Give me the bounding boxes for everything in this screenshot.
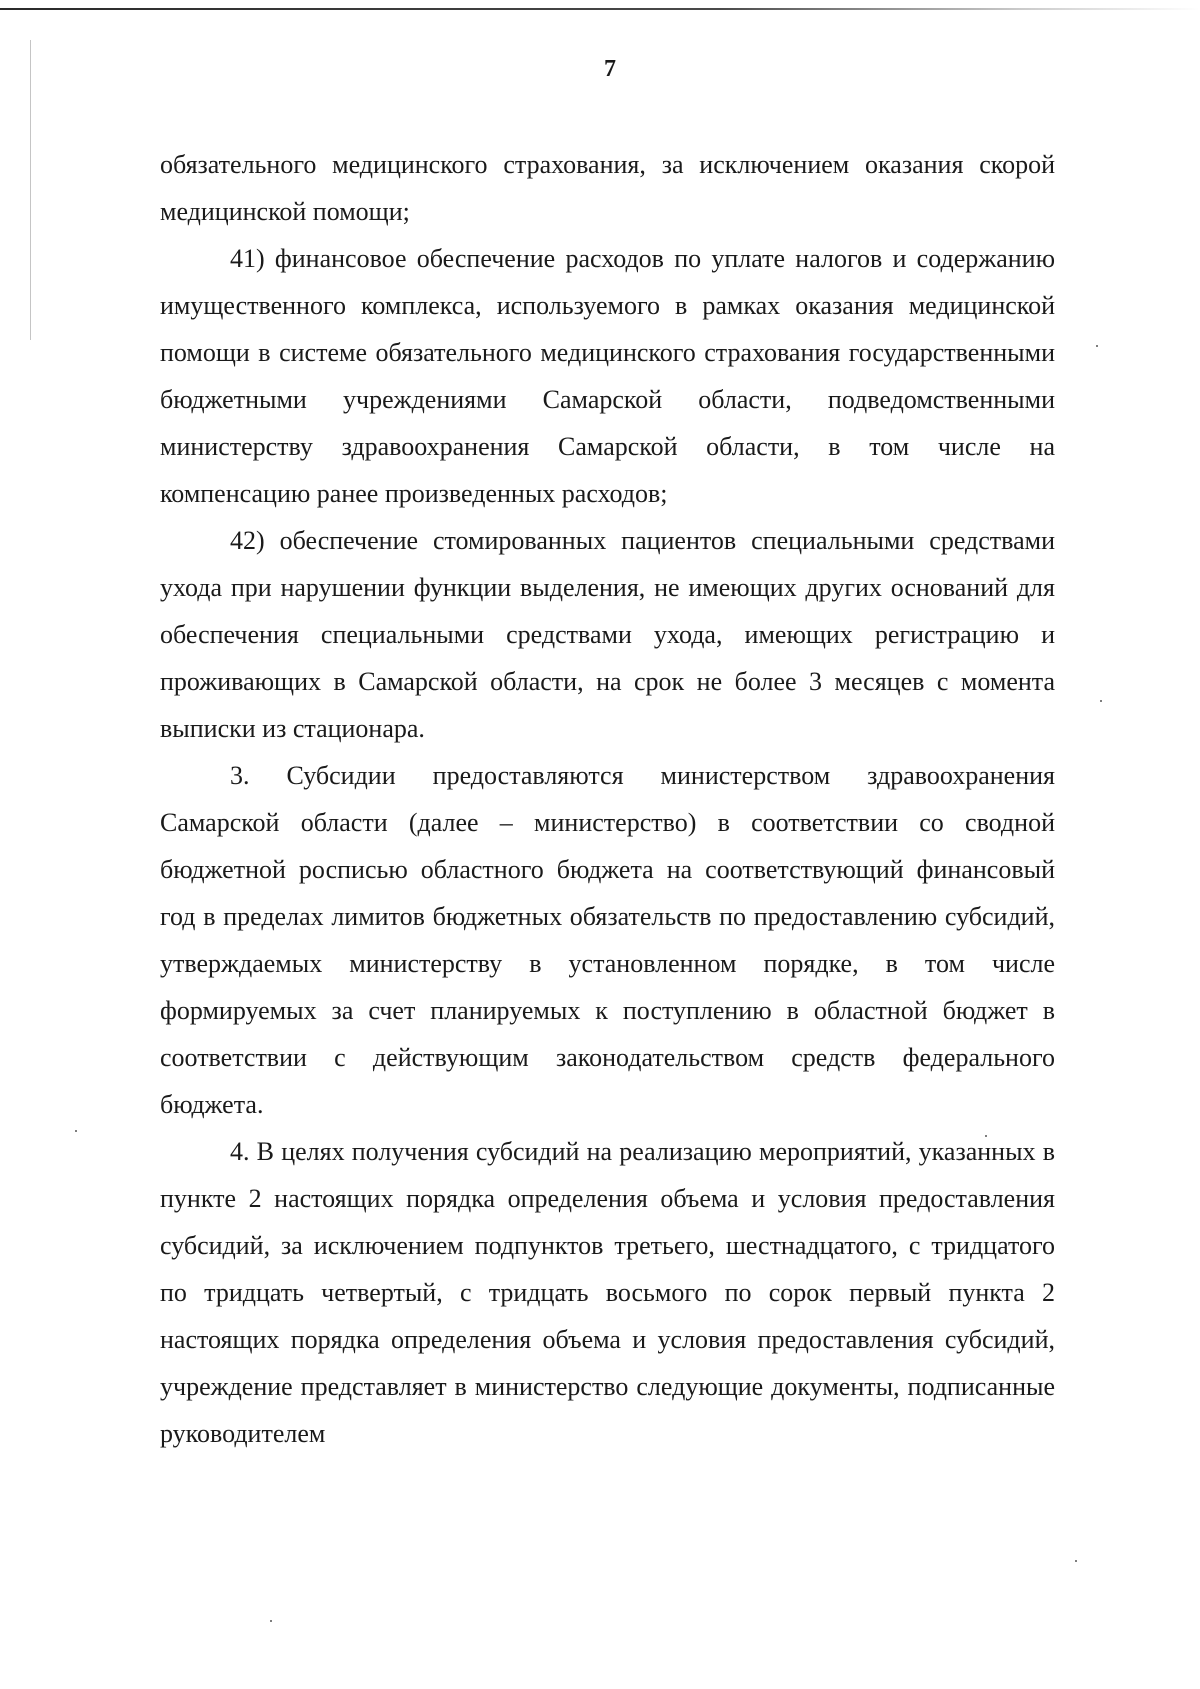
scan-speck [1075, 1560, 1077, 1562]
paragraph-continuation: обязательного медицинского страхования, за исключением оказания скорой медицинской помощи; [160, 150, 1055, 226]
document-body [160, 141, 1055, 1457]
scan-speck [1096, 345, 1098, 347]
scan-speck [985, 1135, 987, 1137]
scan-speck [1100, 700, 1102, 702]
scan-edge-top [0, 8, 1200, 10]
paragraph-item-42: 42) обеспечение стомированных пациентов специальными средствами ухода при нарушении функции выделения, не имеющих других оснований для обеспечения специальными средствами ухода, имеющих регистрацию и проживающих в Самарской области, на срок не более 3 месяцев с момента выписки из стационара. [160, 526, 1055, 743]
scan-speck [75, 1130, 77, 1132]
paragraph-clause-4: 4. В целях получения субсидий на реализацию мероприятий, указанных в пункте 2 настоящих порядка определения объема и условия предоставления субсидий, за исключением подпунктов третьего, шестнадцатого, с тридцатого по тридцать четвертый, с тридцать восьмого по сорок первый пункта 2 настоящих порядка определения объема и условия предоставления субсидий, учреждение представляет в министерство следующие документы, подписанные руководителем [160, 1137, 1055, 1448]
paragraph-clause-3: 3. Субсидии предоставляются министерством здравоохранения Самарской области (далее – министерство) в соответствии со сводной бюджетной росписью областного бюджета на соответствующий финансовый год в пределах лимитов бюджетных обязательств по предоставлению субсидий, утверждаемых министерству в установленном порядке, в том числе формируемых за счет планируемых к поступлению в областной бюджет в соответствии с действующим законодательством средств федерального бюджета. [160, 761, 1055, 1119]
paragraph-item-41: 41) финансовое обеспечение расходов по уплате налогов и содержанию имущественного комплекса, используемого в рамках оказания медицинской помощи в системе обязательного медицинского страхования государственными бюджетными учреждениями Самарской области, подведомственными министерству здравоохранения Самарской области, в том числе на компенсацию ранее произведенных расходов; [160, 244, 1055, 508]
scan-speck [270, 1620, 272, 1622]
page-number: 7 [604, 56, 616, 82]
scan-edge-left [30, 40, 31, 340]
